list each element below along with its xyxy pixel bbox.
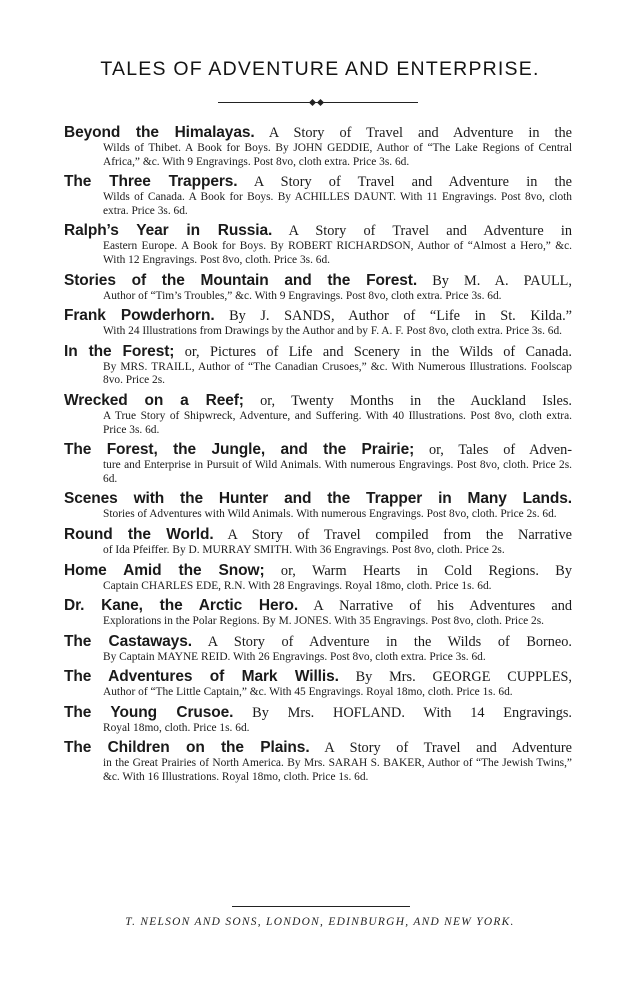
entry-lead: By Mrs. GEORGE CUPPLES,	[338, 669, 572, 686]
book-title: The Adventures of Mark Willis.	[64, 668, 339, 686]
entry-first-line	[64, 173, 572, 191]
book-title: In the Forest;	[64, 342, 175, 360]
entry-description: of Ida Pfeiffer. By D. MURRAY SMITH. With 36 Engravings. Post 8vo, cloth. Price 2s.	[103, 543, 505, 556]
entry-description: With 24 Illustrations from Drawings by the Author and by F. A. F. Post 8vo, cloth extra. Price 3s. 6d.	[103, 325, 562, 338]
entry-description: Author of “Tim’s Troubles,” &c. With 9 Engravings. Post 8vo, cloth extra. Price 3s. 6d.	[103, 289, 502, 302]
entry-description: Wilds of Canada. A Book for Boys. By ACHILLES DAUNT. With 11 Engravings. Post 8vo, cloth extra. Price 3s. 6d.	[103, 191, 572, 217]
title-ornament	[218, 100, 418, 106]
entry-first-line	[64, 441, 572, 459]
entry-lead: A Narrative of his Adventures and	[298, 598, 572, 615]
book-entry	[64, 124, 572, 169]
entry-first-line	[64, 597, 572, 615]
book-title: Ralph’s Year in Russia.	[64, 222, 273, 240]
book-entry	[64, 597, 572, 629]
book-title: Frank Powderhorn.	[64, 307, 215, 325]
book-entry	[64, 272, 572, 304]
entry-first-line	[64, 343, 572, 361]
entry-description: Eastern Europe. A Book for Boys. By ROBERT RICHARDSON, Author of “Almost a Hero,” &c. With 12 Engravings. Post 8vo, cloth. Price 3s. 6d.	[103, 240, 572, 266]
entry-lead: or, Pictures of Life and Scenery in the Wilds of Canada.	[174, 343, 572, 360]
entry-lead: or, Tales of Adven-	[414, 442, 572, 459]
book-list	[64, 124, 572, 789]
entry-description: By Captain MAYNE REID. With 26 Engravings. Post 8vo, cloth extra. Price 3s. 6d.	[103, 650, 486, 663]
book-title: The Three Trappers.	[64, 173, 238, 191]
entry-description: Explorations in the Polar Regions. By M. JONES. With 35 Engravings. Post 8vo, cloth. Price 2s.	[103, 615, 545, 628]
entry-description: By MRS. TRAILL, Author of “The Canadian Crusoes,” &c. With Numerous Illustrations. Foolscap 8vo. Price 2s.	[103, 360, 572, 387]
entry-first-line	[64, 222, 572, 240]
entry-lead: A Story of Travel and Adventure in	[272, 223, 572, 240]
entry-first-line	[64, 704, 572, 722]
book-title: Stories of the Mountain and the Forest.	[64, 271, 418, 289]
entry-lead: or, Twenty Months in the Auckland Isles.	[243, 392, 572, 409]
book-title: Home Amid the Snow;	[64, 561, 265, 579]
ornament-diamond	[317, 99, 324, 106]
entry-lead: By M. A. PAULL,	[417, 272, 572, 289]
entry-description: Stories of Adventures with Wild Animals. With numerous Engravings. Post 8vo, cloth. Price 2s. 6d.	[103, 508, 557, 521]
entry-first-line	[64, 739, 572, 757]
entry-first-line	[64, 272, 572, 290]
book-entry	[64, 441, 572, 486]
entry-first-line	[64, 668, 572, 686]
book-entry	[64, 222, 572, 267]
entry-lead: A Story of Travel and Adventure in the	[237, 174, 572, 191]
entry-description: ture and Enterprise in Pursuit of Wild Animals. With numerous Engravings. Post 8vo, cloth. Price 2s. 6d.	[103, 459, 572, 485]
entry-lead: or, Warm Hearts in Cold Regions. By	[264, 562, 572, 579]
entry-first-line	[64, 392, 572, 410]
entry-first-line	[64, 124, 572, 142]
book-title: The Forest, the Jungle, and the Prairie;	[64, 441, 415, 459]
entry-description: in the Great Prairies of North America. By Mrs. SARAH S. BAKER, Author of “The Jewish Twins,” &c. With 16 Illustrations. Royal 18mo, cloth. Price 1s. 6d.	[103, 757, 572, 784]
entry-description: Captain CHARLES EDE, R.N. With 28 Engravings. Royal 18mo, cloth. Price 1s. 6d.	[103, 579, 492, 592]
book-entry	[64, 704, 572, 736]
book-entry	[64, 307, 572, 339]
entry-lead: A Story of Travel and Adventure	[309, 740, 572, 757]
book-entry	[64, 668, 572, 700]
book-entry	[64, 173, 572, 218]
book-title: Beyond the Himalayas.	[64, 124, 255, 141]
publisher-imprint: T. NELSON AND SONS, LONDON, EDINBURGH, AND NEW YORK.	[125, 916, 515, 928]
entry-description: A True Story of Shipwreck, Adventure, and Suffering. With 40 Illustrations. Post 8vo, cloth extra. Price 3s. 6d.	[103, 409, 572, 436]
book-title: The Young Crusoe.	[64, 703, 234, 721]
entry-lead: A Story of Travel and Adventure in the	[254, 125, 572, 141]
entry-lead: By J. SANDS, Author of “Life in St. Kilda.”	[214, 308, 573, 325]
entry-description: Wilds of Thibet. A Book for Boys. By JOHN GEDDIE, Author of “The Lake Regions of Central Africa,” &c. With 9 Engravings. Post 8vo, cloth extra. Price 3s. 6d.	[103, 142, 572, 168]
book-title: The Castaways.	[64, 632, 192, 650]
entry-lead: A Story of Adventure in the Wilds of Borneo.	[191, 633, 572, 650]
entry-first-line	[64, 562, 572, 580]
book-entry	[64, 490, 572, 522]
entry-lead: By Mrs. HOFLAND. With 14 Engravings.	[233, 704, 572, 721]
footer-rule	[232, 906, 410, 907]
ornament-diamond	[309, 99, 316, 106]
book-entry	[64, 526, 572, 558]
entry-lead: A Story of Travel compiled from the Narrative	[213, 526, 572, 543]
book-title: Round the World.	[64, 525, 214, 543]
book-title: Scenes with the Hunter and the Trapper in Many Lands.	[64, 490, 572, 508]
entry-first-line	[64, 490, 572, 508]
page-title: TALES OF ADVENTURE AND ENTERPRISE.	[100, 58, 540, 80]
entry-first-line	[64, 307, 572, 325]
entry-first-line	[64, 526, 572, 544]
book-title: Wrecked on a Reef;	[64, 391, 244, 409]
book-entry	[64, 343, 572, 388]
book-entry	[64, 562, 572, 594]
book-entry	[64, 739, 572, 784]
book-title: Dr. Kane, the Arctic Hero.	[64, 597, 299, 615]
book-title: The Children on the Plains.	[64, 739, 310, 757]
book-entry	[64, 633, 572, 665]
entry-description: Author of “The Little Captain,” &c. With 45 Engravings. Royal 18mo, cloth. Price 1s. 6d.	[103, 686, 513, 699]
entry-first-line	[64, 633, 572, 651]
entry-description: Royal 18mo, cloth. Price 1s. 6d.	[103, 721, 250, 734]
book-entry	[64, 392, 572, 437]
